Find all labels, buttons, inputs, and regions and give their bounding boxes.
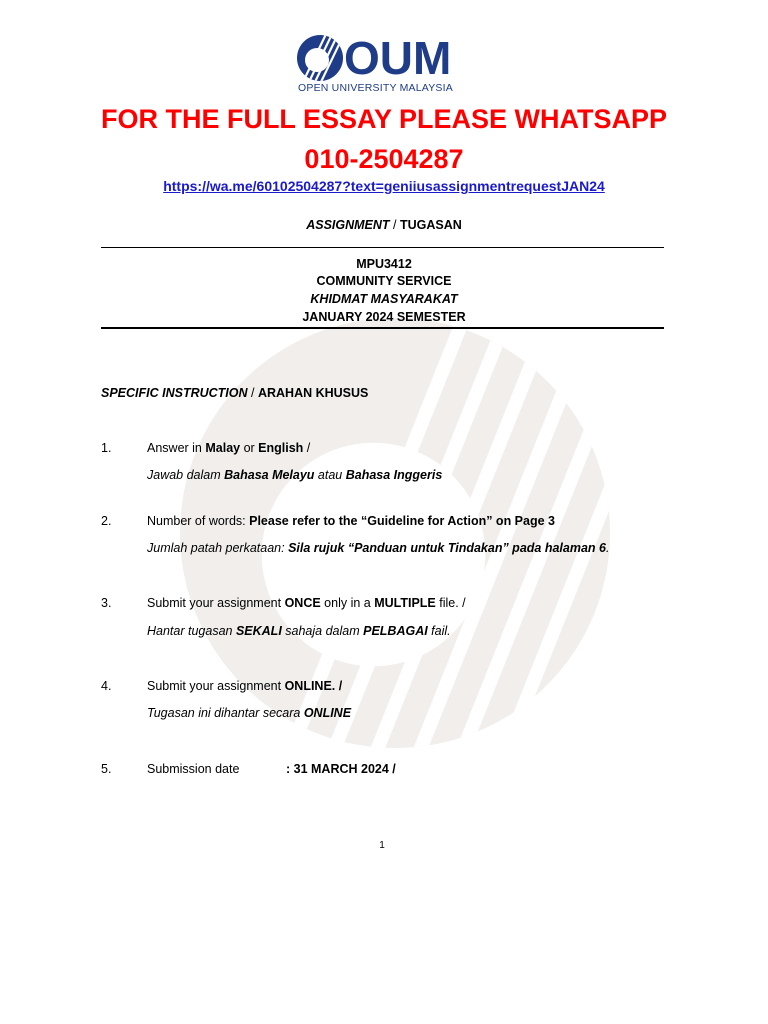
instruction-2-en: Number of words: Please refer to the “Guideline for Action” on Page 3 — [147, 514, 555, 528]
assignment-title-ms: TUGASAN — [399, 218, 462, 232]
divider-thin — [101, 247, 664, 248]
instruction-4-en: Submit your assignment ONLINE. / — [147, 679, 343, 693]
assignment-title-en: ASSIGNMENT — [306, 218, 390, 232]
oum-logo — [296, 32, 472, 94]
instruction-2-ms: Jumlah patah perkataan: Sila rujuk “Panduan untuk Tindakan” pada halaman 6. — [147, 541, 610, 555]
course-name-en: COMMUNITY SERVICE — [316, 274, 452, 288]
instruction-5-label: Submission date — [147, 762, 240, 776]
item-number: 2. — [101, 514, 112, 528]
divider-thick — [101, 327, 664, 329]
instruction-1-en: Answer in Malay or English / — [147, 441, 311, 455]
item-number: 1. — [101, 441, 112, 455]
instructions-heading-ms: ARAHAN KHUSUS — [257, 386, 369, 400]
page-number: 1 — [379, 840, 385, 851]
semester: JANUARY 2024 SEMESTER — [302, 310, 466, 324]
instructions-heading-en: SPECIFIC INSTRUCTION — [101, 386, 248, 400]
item-number: 5. — [101, 762, 112, 776]
course-code: MPU3412 — [356, 257, 412, 271]
item-number: 3. — [101, 596, 112, 610]
instruction-4-ms: Tugasan ini dihantar secara ONLINE — [147, 706, 352, 720]
logo-wordmark: OUM — [344, 32, 452, 84]
heading-separator: / — [247, 386, 258, 400]
submission-date: : 31 MARCH 2024 / — [286, 762, 396, 776]
instruction-1-ms: Jawab dalam Bahasa Melayu atau Bahasa Inggeris — [147, 468, 443, 482]
assignment-title — [0, 218, 768, 232]
logo-subtitle: OPEN UNIVERSITY MALAYSIA — [298, 82, 453, 94]
item-number: 4. — [101, 679, 112, 693]
promo-phone: 010-2504287 — [304, 144, 464, 174]
oum-logo-icon — [296, 34, 344, 82]
instruction-3-en: Submit your assignment ONCE only in a MULTIPLE file. / — [147, 596, 466, 610]
title-separator: / — [389, 218, 400, 232]
promo-line-1: FOR THE FULL ESSAY PLEASE WHATSAPP — [100, 104, 668, 134]
instruction-3-ms: Hantar tugasan SEKALI sahaja dalam PELBAGAI fail. — [147, 624, 451, 638]
instructions-heading — [101, 386, 368, 400]
whatsapp-link[interactable]: https://wa.me/60102504287?text=geniiusassignmentrequestJAN24 — [163, 178, 605, 194]
course-name-ms: KHIDMAT MASYARAKAT — [310, 292, 458, 306]
